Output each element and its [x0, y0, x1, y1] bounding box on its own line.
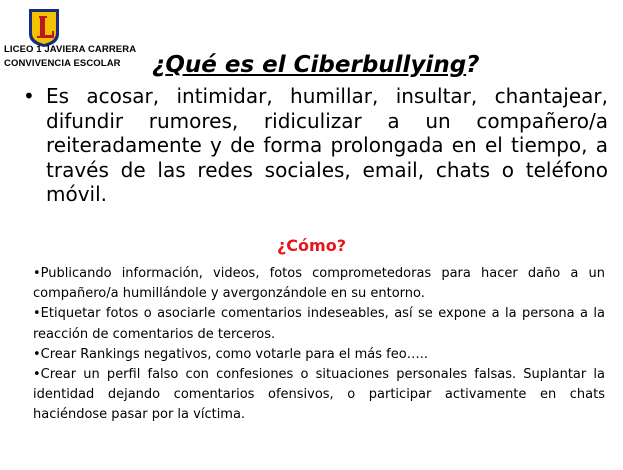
how-item: •Crear Rankings negativos, como votarle para el más feo…..	[33, 346, 428, 362]
title-prefix: ¿	[152, 52, 166, 78]
how-item: •Crear un perfil falso con confesiones o situaciones personales falsas. Suplantar la identidad dejando comentarios ofensivos, o participar activamente en chats haciéndose pasar por la víctima.	[33, 367, 605, 423]
title-underlined: Qué es el Ciberbullying	[165, 52, 467, 78]
how-title: ¿Cómo?	[277, 236, 346, 255]
school-name	[4, 43, 136, 71]
how-item: •Publicando información, videos, fotos comprometedoras para hacer daño a un compañero/a humillándole y avergonzándole en su entorno.	[33, 266, 605, 302]
definition-list	[12, 84, 608, 207]
definition-text: Es acosar, intimidar, humillar, insultar, chantajear, difundir rumores, ridiculizar a un compañero/a reiteradamente y de forma prolongada en el tiempo, a través de las redes sociales, email, chats o teléfono móvil.	[46, 84, 608, 206]
school-name-line-1: LICEO 1 JAVIERA CARRERA	[4, 44, 137, 55]
definition-bullet: •	[23, 84, 35, 108]
page-title	[152, 50, 480, 80]
definition-item	[12, 84, 608, 207]
title-suffix: ?	[466, 52, 480, 78]
how-list	[33, 264, 605, 426]
school-name-line-2: CONVIVENCIA ESCOLAR	[4, 58, 121, 69]
how-item: •Etiquetar fotos o asociarle comentarios indeseables, así se expone a la persona a la reacción de comentarios de terceros.	[33, 306, 605, 342]
school-logo	[28, 8, 60, 48]
